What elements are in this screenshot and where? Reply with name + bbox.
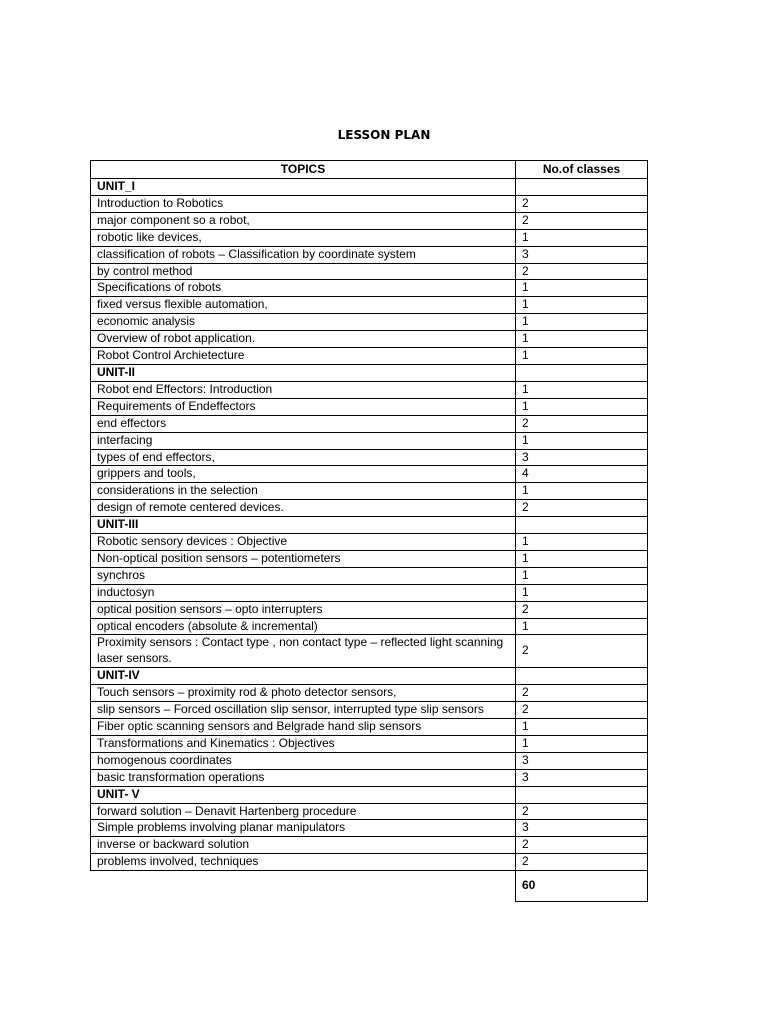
topic-cell: optical encoders (absolute & incremental)	[91, 618, 516, 635]
topic-cell: synchros	[91, 567, 516, 584]
classes-cell: 1	[516, 550, 648, 567]
unit-title: UNIT-II	[91, 364, 516, 381]
unit-title: UNIT- V	[91, 786, 516, 803]
table-row	[91, 550, 648, 567]
table-row	[91, 534, 648, 551]
unit-heading-row	[91, 517, 648, 534]
total-classes: 60	[516, 871, 648, 902]
topic-cell: Non-optical position sensors – potentiometers	[91, 550, 516, 567]
classes-cell: 2	[516, 500, 648, 517]
topic-cell: Robot Control Archietecture	[91, 348, 516, 365]
classes-cell: 2	[516, 702, 648, 719]
classes-cell: 2	[516, 837, 648, 854]
topic-cell: basic transformation operations	[91, 769, 516, 786]
classes-cell	[516, 517, 648, 534]
table-row	[91, 449, 648, 466]
classes-cell: 1	[516, 398, 648, 415]
classes-cell	[516, 364, 648, 381]
classes-cell: 1	[516, 483, 648, 500]
topic-cell: economic analysis	[91, 314, 516, 331]
table-row	[91, 415, 648, 432]
topic-cell: Specifications of robots	[91, 280, 516, 297]
unit-heading-row	[91, 668, 648, 685]
table-row	[91, 854, 648, 871]
classes-cell: 1	[516, 584, 648, 601]
table-row	[91, 280, 648, 297]
classes-cell: 1	[516, 229, 648, 246]
topic-cell: Simple problems involving planar manipulators	[91, 820, 516, 837]
lesson-plan-table	[90, 160, 648, 902]
table-row	[91, 246, 648, 263]
table-row	[91, 212, 648, 229]
topic-cell: homogenous coordinates	[91, 752, 516, 769]
topic-cell: Transformations and Kinematics : Objectives	[91, 735, 516, 752]
topic-cell: robotic like devices,	[91, 229, 516, 246]
topic-cell: grippers and tools,	[91, 466, 516, 483]
unit-title: UNIT-III	[91, 517, 516, 534]
classes-cell: 1	[516, 297, 648, 314]
table-row	[91, 263, 648, 280]
topic-cell: Overview of robot application.	[91, 331, 516, 348]
table-row	[91, 500, 648, 517]
classes-cell: 2	[516, 803, 648, 820]
topic-cell: Robot end Effectors: Introduction	[91, 381, 516, 398]
table-row	[91, 837, 648, 854]
classes-cell	[516, 668, 648, 685]
topics-header: TOPICS	[91, 161, 516, 179]
topic-cell: Introduction to Robotics	[91, 195, 516, 212]
total-spacer	[91, 871, 516, 902]
topic-cell: considerations in the selection	[91, 483, 516, 500]
classes-cell	[516, 179, 648, 196]
topic-cell: forward solution – Denavit Hartenberg procedure	[91, 803, 516, 820]
table-row	[91, 297, 648, 314]
topic-cell: Requirements of Endeffectors	[91, 398, 516, 415]
topic-cell: Touch sensors – proximity rod & photo detector sensors,	[91, 685, 516, 702]
table-row	[91, 348, 648, 365]
topic-cell: by control method	[91, 263, 516, 280]
classes-cell: 1	[516, 719, 648, 736]
unit-title: UNIT_I	[91, 179, 516, 196]
classes-cell: 1	[516, 534, 648, 551]
classes-cell: 2	[516, 854, 648, 871]
topic-cell: Proximity sensors : Contact type , non contact type – reflected light scanning laser sensors.	[91, 635, 516, 668]
table-body	[91, 179, 648, 871]
table-row	[91, 567, 648, 584]
table-row	[91, 685, 648, 702]
table-row	[91, 398, 648, 415]
topic-cell: interfacing	[91, 432, 516, 449]
table-header-row	[91, 161, 648, 179]
classes-cell: 2	[516, 601, 648, 618]
topic-cell: classification of robots – Classification by coordinate system	[91, 246, 516, 263]
table-row	[91, 432, 648, 449]
table-row	[91, 820, 648, 837]
unit-heading-row	[91, 786, 648, 803]
classes-cell	[516, 786, 648, 803]
table-row	[91, 702, 648, 719]
unit-heading-row	[91, 364, 648, 381]
classes-cell: 1	[516, 314, 648, 331]
table-row	[91, 229, 648, 246]
table-row	[91, 483, 648, 500]
topic-cell: Robotic sensory devices : Objective	[91, 534, 516, 551]
classes-cell: 4	[516, 466, 648, 483]
topic-cell: problems involved, techniques	[91, 854, 516, 871]
classes-cell: 2	[516, 415, 648, 432]
table-row	[91, 719, 648, 736]
table-row	[91, 769, 648, 786]
classes-cell: 3	[516, 449, 648, 466]
classes-header: No.of classes	[516, 161, 648, 179]
topic-cell: inductosyn	[91, 584, 516, 601]
table-row	[91, 635, 648, 668]
table-row	[91, 466, 648, 483]
table-row	[91, 584, 648, 601]
topic-cell: fixed versus flexible automation,	[91, 297, 516, 314]
topic-cell: design of remote centered devices.	[91, 500, 516, 517]
table-row	[91, 331, 648, 348]
topic-cell: Fiber optic scanning sensors and Belgrade hand slip sensors	[91, 719, 516, 736]
classes-cell: 3	[516, 820, 648, 837]
unit-heading-row	[91, 179, 648, 196]
topic-cell: major component so a robot,	[91, 212, 516, 229]
classes-cell: 2	[516, 685, 648, 702]
table-row	[91, 803, 648, 820]
classes-cell: 3	[516, 246, 648, 263]
classes-cell: 1	[516, 381, 648, 398]
total-row	[91, 871, 648, 902]
classes-cell: 1	[516, 280, 648, 297]
table-row	[91, 381, 648, 398]
unit-title: UNIT-IV	[91, 668, 516, 685]
topic-cell: inverse or backward solution	[91, 837, 516, 854]
classes-cell: 1	[516, 432, 648, 449]
topic-cell: end effectors	[91, 415, 516, 432]
table-row	[91, 195, 648, 212]
table-row	[91, 735, 648, 752]
classes-cell: 1	[516, 735, 648, 752]
classes-cell: 1	[516, 348, 648, 365]
classes-cell: 3	[516, 769, 648, 786]
topic-cell: slip sensors – Forced oscillation slip sensor, interrupted type slip sensors	[91, 702, 516, 719]
table-row	[91, 601, 648, 618]
classes-cell: 2	[516, 212, 648, 229]
table-row	[91, 618, 648, 635]
classes-cell: 3	[516, 752, 648, 769]
classes-cell: 1	[516, 331, 648, 348]
topic-cell: optical position sensors – opto interrupters	[91, 601, 516, 618]
classes-cell: 2	[516, 263, 648, 280]
topic-cell: types of end effectors,	[91, 449, 516, 466]
classes-cell: 1	[516, 618, 648, 635]
classes-cell: 1	[516, 567, 648, 584]
table-row	[91, 314, 648, 331]
table-row	[91, 752, 648, 769]
classes-cell: 2	[516, 195, 648, 212]
page-title: LESSON PLAN	[337, 128, 431, 142]
classes-cell: 2	[516, 635, 648, 668]
